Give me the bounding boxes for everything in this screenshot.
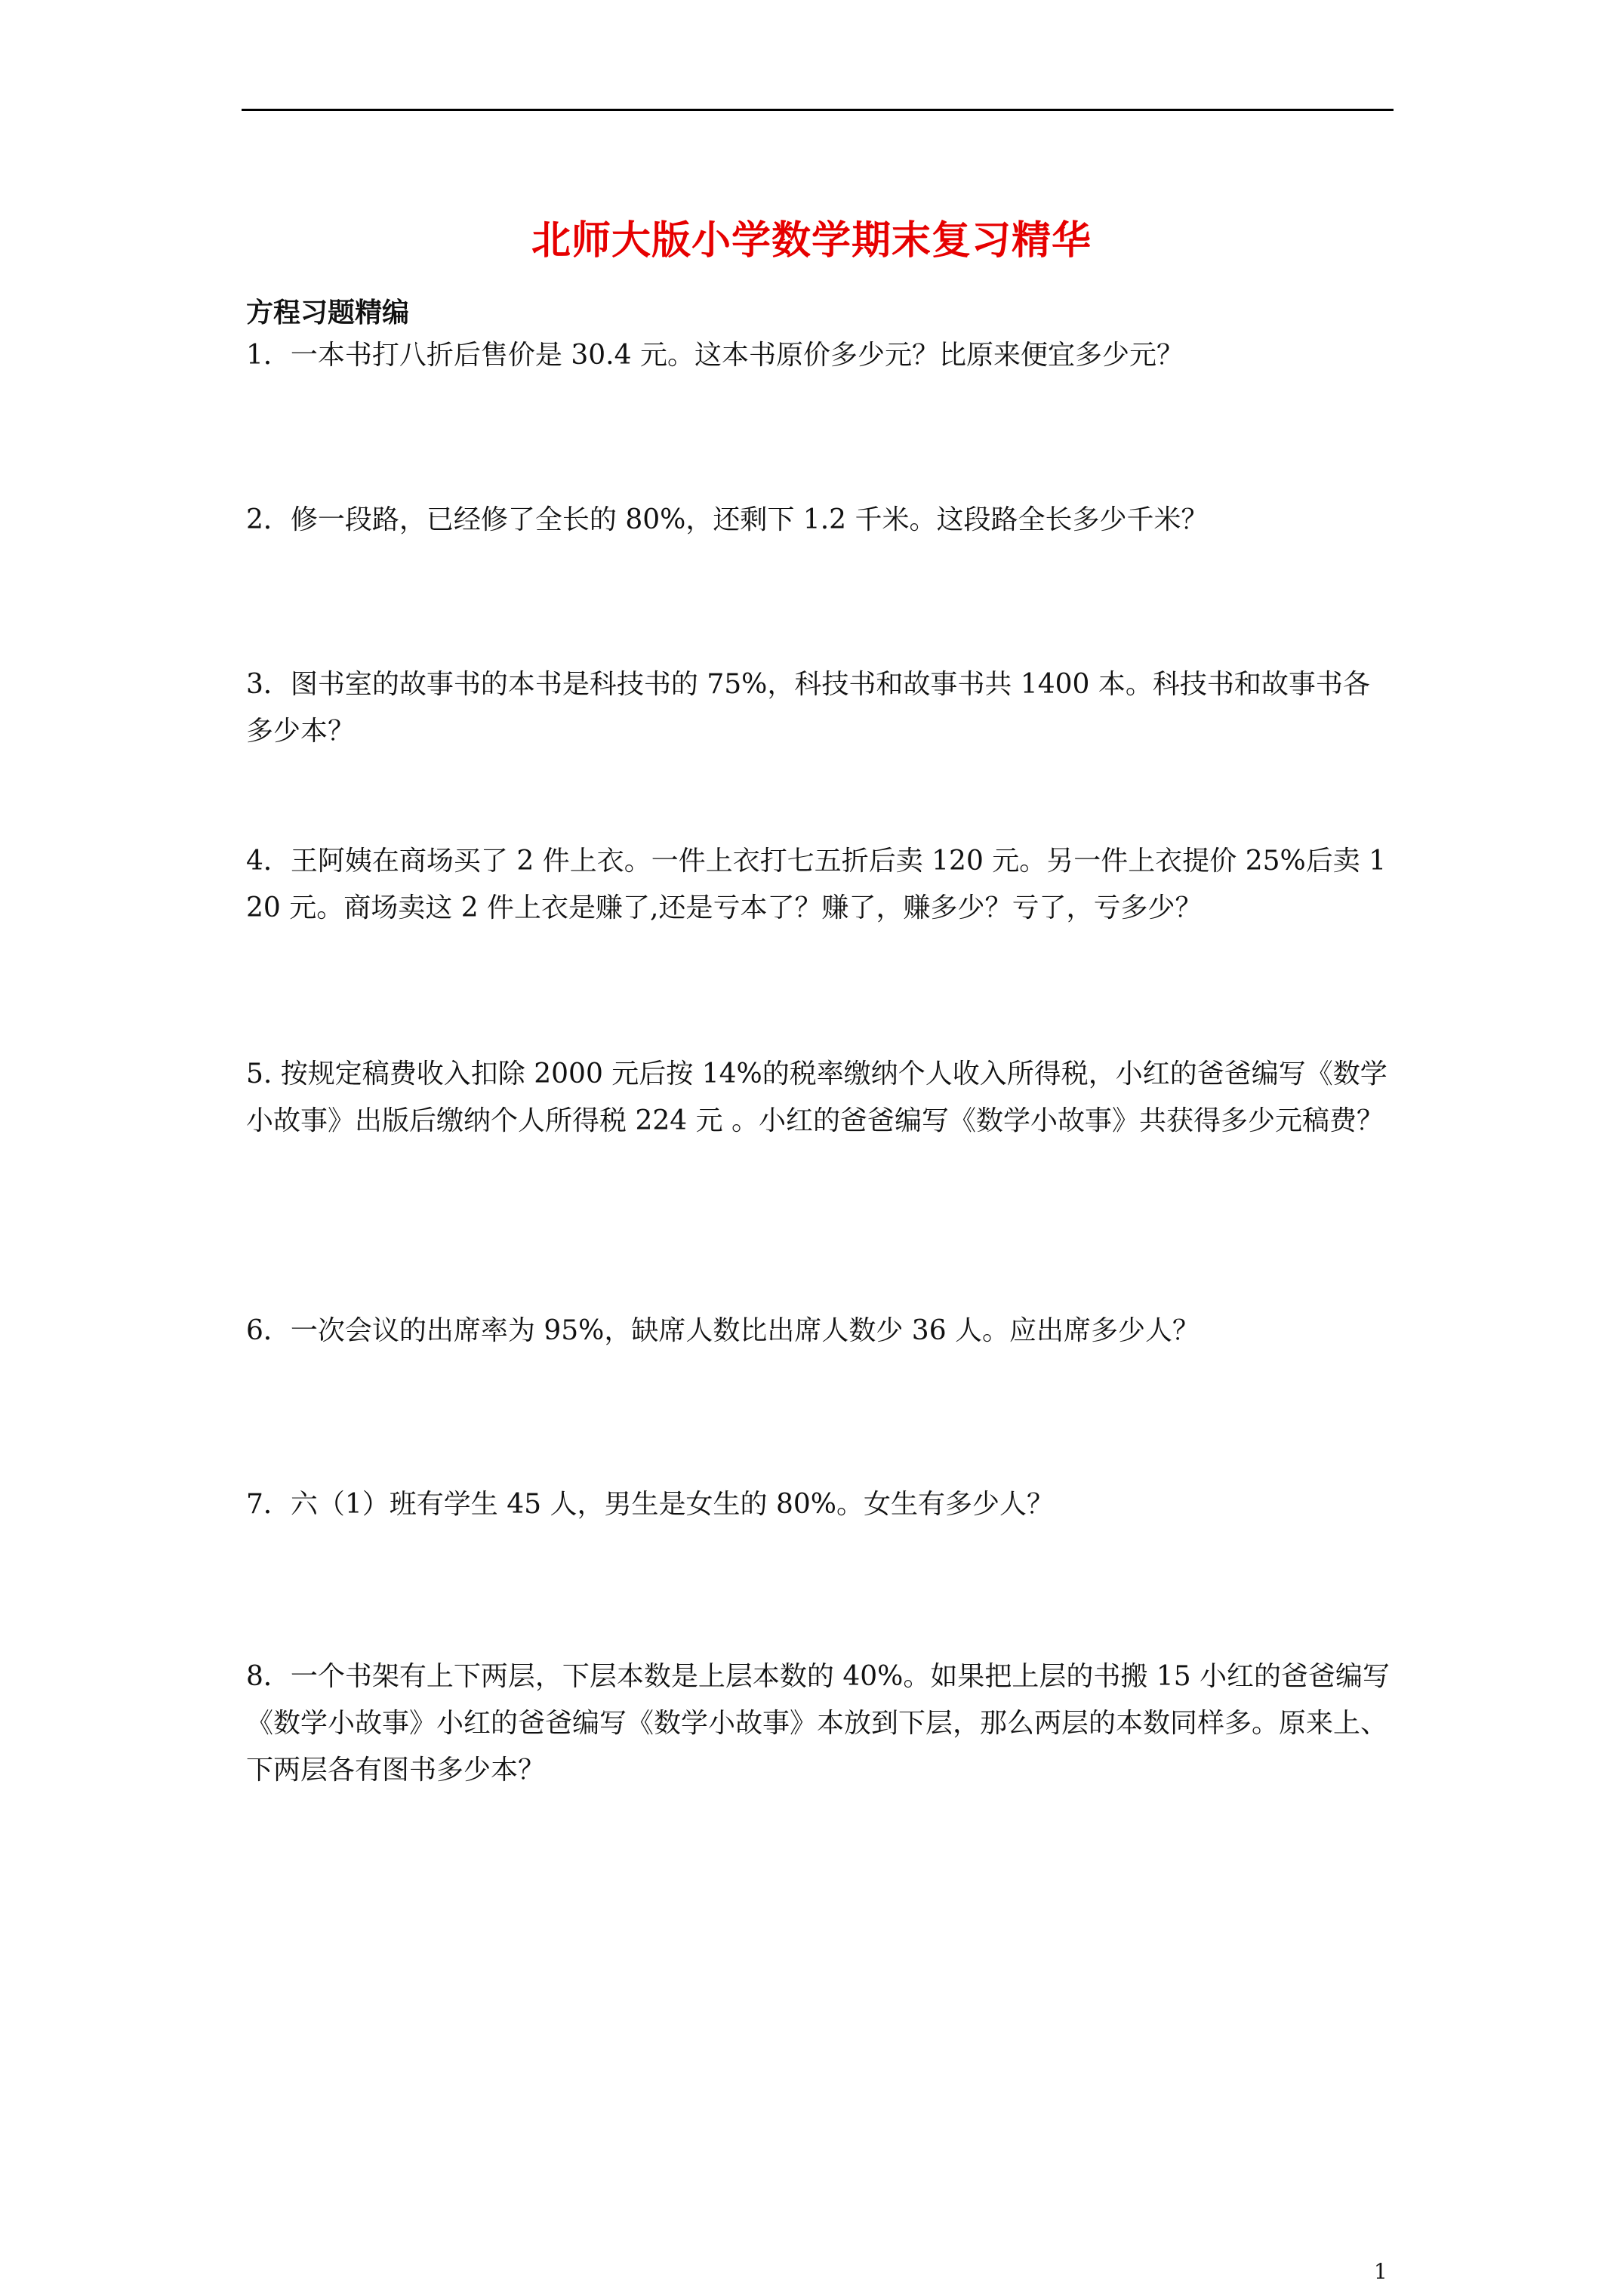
header-rule (242, 109, 1394, 111)
question-1: 1．一本书打八折后售价是 30.4 元。这本书原价多少元？比原来便宜多少元？ (246, 340, 1184, 371)
question-6: 6．一次会议的出席率为 95%，缺席人数比出席人数少 36 人。应出席多少人？ (246, 1315, 1200, 1346)
question-7: 7．六（1）班有学生 45 人，男生是女生的 80%。女生有多少人？ (246, 1489, 1054, 1520)
question-8: 8．一个书架有上下两层，下层本数是上层本数的 40%。如果把上层的书搬 15 小红的爸爸编写《数学小故事》小红的爸爸编写《数学小故事》本放到下层，那么两层的本数同样多。原来上、下两层各有图书多少本？ (246, 1661, 1390, 1786)
question-5: 5. 按规定稿费收入扣除 2000 元后按 14%的税率缴纳个人收入所得税，小红的爸爸编写《数学小故事》出版后缴纳个人所得税 224 元 。小红的爸爸编写《数学小故事》共获得多少元稿费？ (246, 1059, 1387, 1136)
question-2: 2．修一段路，已经修了全长的 80%，还剩下 1.2 千米。这段路全长多少千米？ (246, 504, 1209, 535)
question-3: 3．图书室的故事书的本书是科技书的 75%，科技书和故事书共 1400 本。科技书和故事书各多少本？ (246, 669, 1370, 747)
page-title: 北师大版小学数学期末复习精华 (531, 217, 1092, 264)
page-number: 1 (1374, 2259, 1387, 2284)
question-4: 4．王阿姨在商场买了 2 件上衣。一件上衣打七五折后卖 120 元。另一件上衣提价 25%后卖 120 元。商场卖这 2 件上衣是赚了,还是亏本了？赚了，赚多少？亏了，亏多少？ (246, 846, 1387, 923)
section-title: 方程习题精编 (246, 297, 410, 328)
